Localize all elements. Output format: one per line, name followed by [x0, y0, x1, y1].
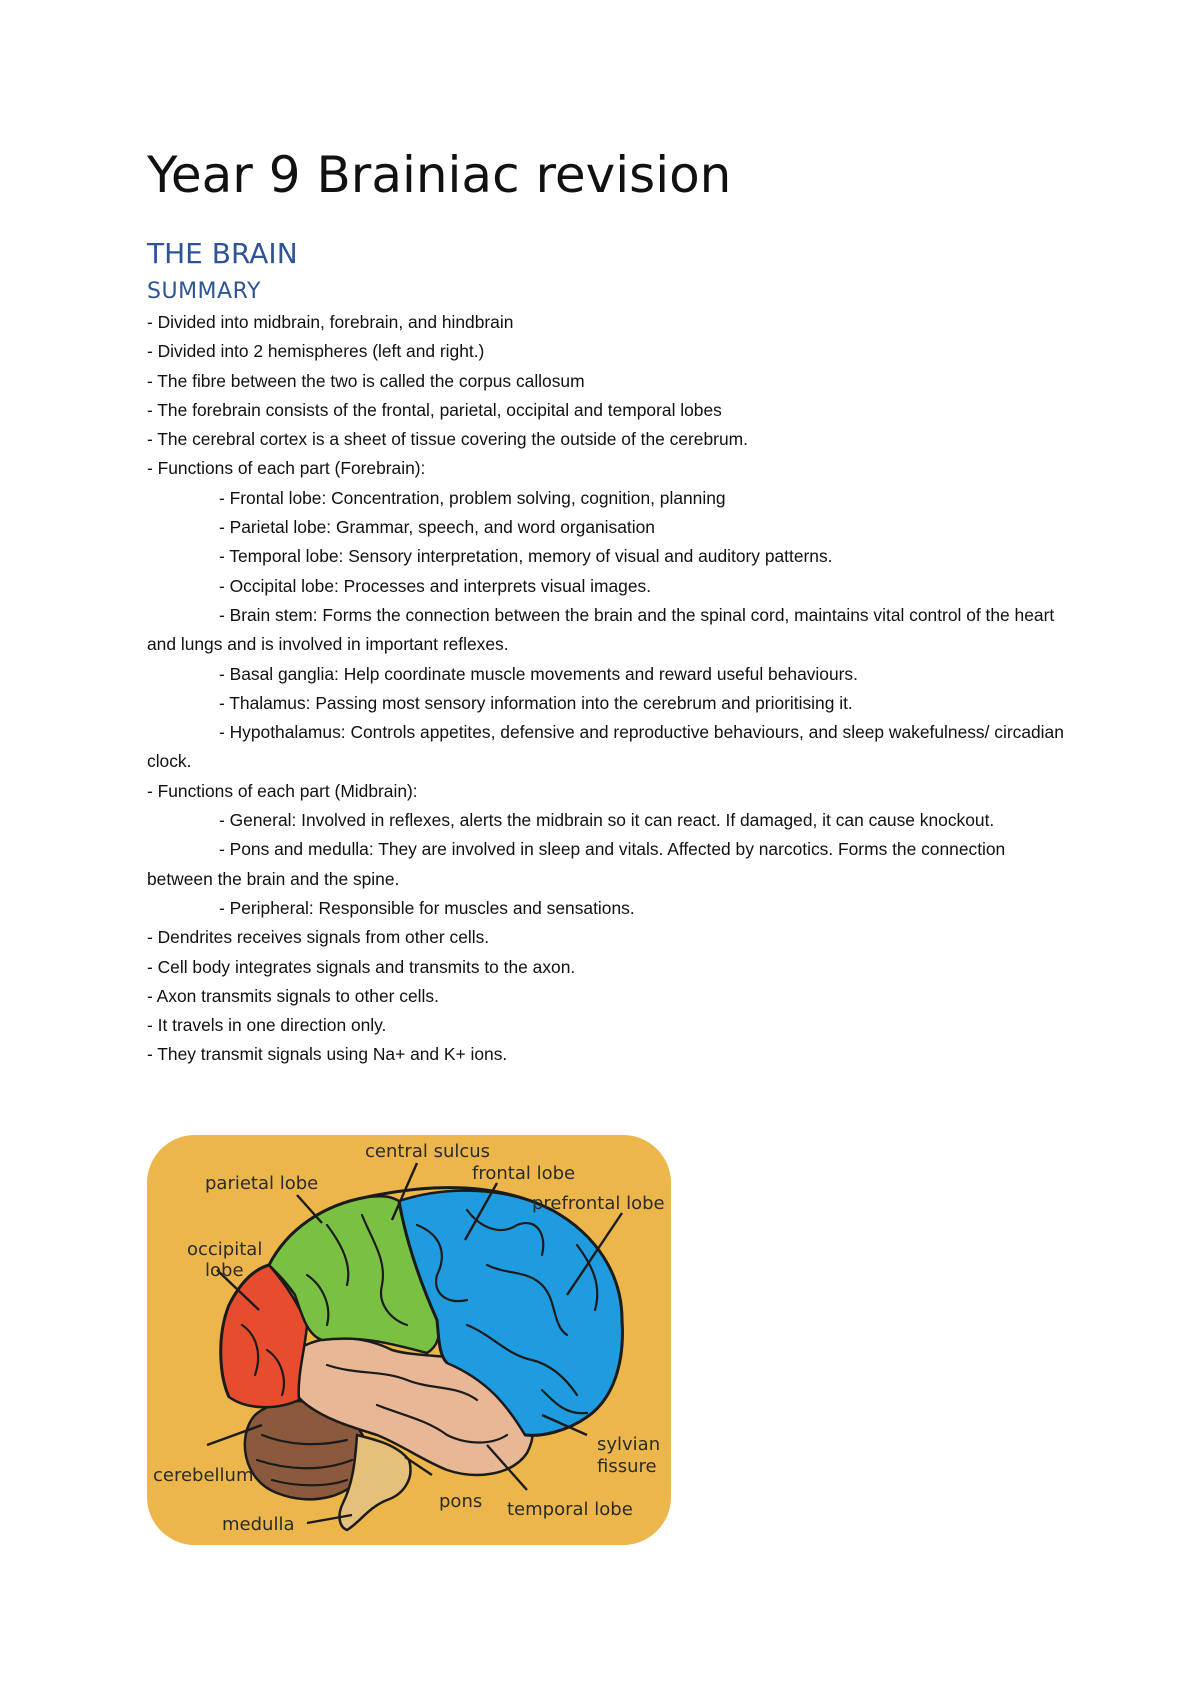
summary-item: - General: Involved in reflexes, alerts the midbrain so it can react. If damaged, it can cause knockout. — [219, 810, 995, 831]
label-occipital-line2: lobe — [205, 1260, 244, 1281]
summary-item: - Brain stem: Forms the connection between the brain and the spinal cord, maintains vital control of the heart and lungs and is involved in important reflexes. — [147, 604, 1055, 655]
section-heading: THE BRAIN — [147, 237, 298, 270]
label-pons: pons — [439, 1491, 483, 1512]
summary-item: - Occipital lobe: Processes and interprets visual images. — [219, 575, 652, 596]
summary-item: - Divided into midbrain, forebrain, and hindbrain — [147, 312, 514, 332]
summary-item: - Functions of each part (Midbrain): — [147, 780, 418, 801]
summary-item: - The forebrain consists of the frontal, parietal, occipital and temporal lobes — [147, 399, 722, 420]
summary-item: - Hypothalamus: Controls appetites, defensive and reproductive behaviours, and sleep wakefulness/ circadian clock. — [147, 722, 1064, 772]
label-parietal-lobe: parietal lobe — [205, 1173, 319, 1194]
label-frontal-lobe: frontal lobe — [472, 1163, 576, 1184]
document-title: Year 9 Brainiac revision — [147, 146, 732, 204]
summary-item: - Temporal lobe: Sensory interpretation, memory of visual and auditory patterns. — [219, 546, 833, 567]
summary-item: - Cell body integrates signals and transmits to the axon. — [147, 956, 576, 977]
summary-item: - Axon transmits signals to other cells. — [147, 985, 439, 1006]
summary-item: - Peripheral: Responsible for muscles and sensations. — [219, 897, 635, 918]
summary-item: - The cerebral cortex is a sheet of tissue covering the outside of the cerebrum. — [147, 429, 748, 450]
summary-item: - Pons and medulla: They are involved in sleep and vitals. Affected by narcotics. Forms the connection between the brain and the spine. — [147, 839, 1006, 889]
document-page — [147, 140, 1067, 1070]
label-sylvian-line2: fissure — [597, 1456, 657, 1477]
label-temporal-lobe: temporal lobe — [507, 1499, 633, 1520]
label-central-sulcus: central sulcus — [365, 1141, 491, 1162]
summary-item: - Basal ganglia: Help coordinate muscle movements and reward useful behaviours. — [219, 663, 858, 684]
label-prefrontal-lobe: prefrontal lobe — [532, 1193, 665, 1214]
summary-item: - Frontal lobe: Concentration, problem solving, cognition, planning — [219, 487, 726, 508]
summary-list — [147, 308, 1067, 1070]
label-medulla: medulla — [222, 1514, 295, 1535]
summary-item: - They transmit signals using Na+ and K+ ions. — [147, 1044, 508, 1065]
summary-item: - Dendrites receives signals from other cells. — [147, 927, 490, 948]
summary-item: - Functions of each part (Forebrain): — [147, 458, 426, 479]
brain-diagram — [147, 1135, 671, 1545]
label-sylvian-line1: sylvian — [597, 1434, 661, 1455]
summary-item: - Thalamus: Passing most sensory information into the cerebrum and prioritising it. — [219, 692, 853, 713]
summary-item: - Parietal lobe: Grammar, speech, and word organisation — [219, 517, 655, 538]
label-occipital-line1: occipital — [187, 1239, 263, 1260]
brain-diagram-svg — [147, 1135, 671, 1545]
label-cerebellum: cerebellum — [153, 1465, 254, 1486]
subsection-heading: SUMMARY — [147, 279, 261, 304]
summary-item: - Divided into 2 hemispheres (left and right.) — [147, 341, 485, 362]
summary-item: - The fibre between the two is called the corpus callosum — [147, 370, 585, 391]
summary-item: - It travels in one direction only. — [147, 1015, 387, 1036]
